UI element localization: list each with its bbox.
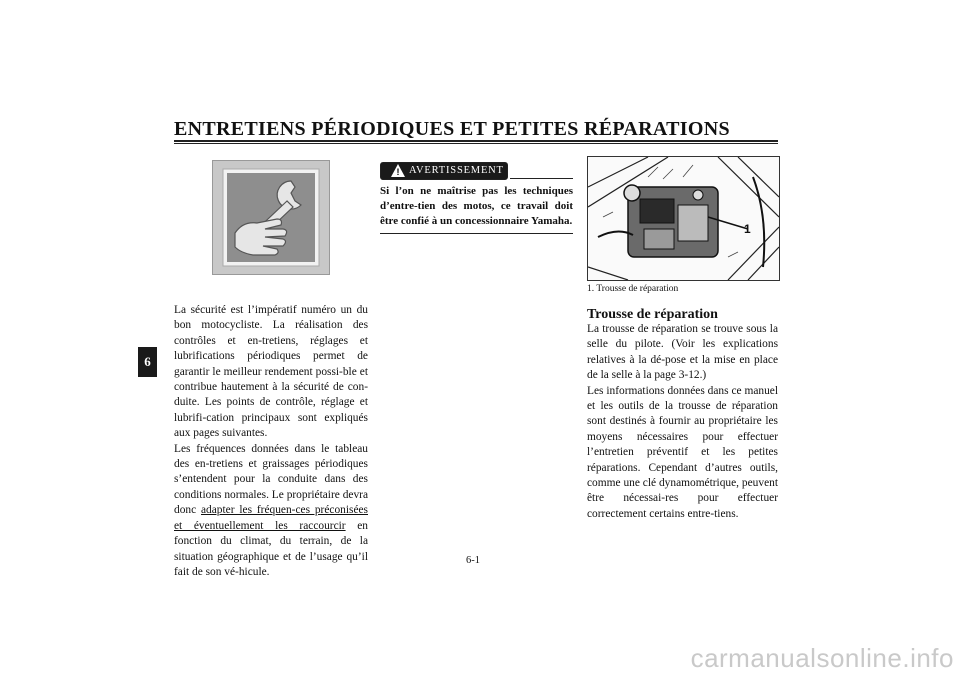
warning-bottom-rule bbox=[380, 233, 573, 234]
figure-callout: 1 bbox=[744, 222, 751, 236]
frequency-text: Les fréquences données dans le tableau des en-tretiens et graissages périodiques s’entendent pour la conduite dans des conditions normales. Le propriétaire devra donc bbox=[174, 442, 368, 517]
exclamation-icon: ! bbox=[396, 167, 400, 177]
frequency-underlined: adapter les fréquen-ces préconisées et éventuellement les raccourcir bbox=[174, 504, 368, 532]
page-number: 6-1 bbox=[466, 555, 480, 566]
intro-paragraph: La sécurité est l’impératif numéro un du bon motocycliste. La réalisation des contrôles et en-tretiens, réglages et lubrifications périodiques permet de garantir le meilleur rendement possi-ble et contribue hautement à la sécurité de con-duite. Les points de contrôle, réglage et lubrifi-cation principaux sont expliqués aux pages suivantes. bbox=[174, 304, 368, 440]
warning-rule bbox=[510, 178, 573, 179]
warning-box bbox=[380, 162, 573, 234]
title-divider bbox=[174, 140, 778, 142]
intro-column bbox=[174, 303, 368, 580]
title-divider-thin bbox=[174, 143, 778, 144]
toolkit-paragraph-1: La trousse de réparation se trouve sous la selle du pilote. (Voir les explications relatives à la dé-pose et la mise en place de la selle à la page 3-12.) bbox=[587, 323, 778, 382]
section-heading: Trousse de réparation bbox=[587, 307, 718, 322]
chapter-tab: 6 bbox=[138, 347, 157, 377]
warning-badge bbox=[380, 162, 508, 180]
figure-caption: 1. Trousse de réparation bbox=[587, 284, 679, 294]
wrench-hand-icon bbox=[212, 160, 330, 275]
frequency-text-end: en fonction du climat, du terrain, de la situation géographique et de l’usage qu’il fait de son vé-hicule. bbox=[174, 519, 369, 578]
page-title: ENTRETIENS PÉRIODIQUES ET PETITES RÉPARATIONS bbox=[174, 118, 730, 140]
toolkit-paragraph-2: Les informations données dans ce manuel et les outils de la trousse de réparation sont destinés à fournir au propriétaire les moyens nécessaires pour effectuer l’entretien préventif et les petites réparations. Cependant d’autres outils, comme une clé dynamométrique, peuvent être nécessai-res pour effectuer correctement certains entre-tiens. bbox=[587, 384, 778, 520]
toolkit-column bbox=[587, 322, 778, 522]
warning-label: AVERTISSEMENT bbox=[409, 165, 504, 176]
warning-text: Si l’on ne maîtrise pas les techniques d’entre-tien des motos, ce travail doit être confié à un concessionnaire Yamaha. bbox=[380, 185, 573, 227]
toolkit-photo bbox=[587, 156, 780, 281]
watermark: carmanualsonline.info bbox=[690, 643, 954, 673]
frequency-paragraph bbox=[174, 442, 368, 581]
